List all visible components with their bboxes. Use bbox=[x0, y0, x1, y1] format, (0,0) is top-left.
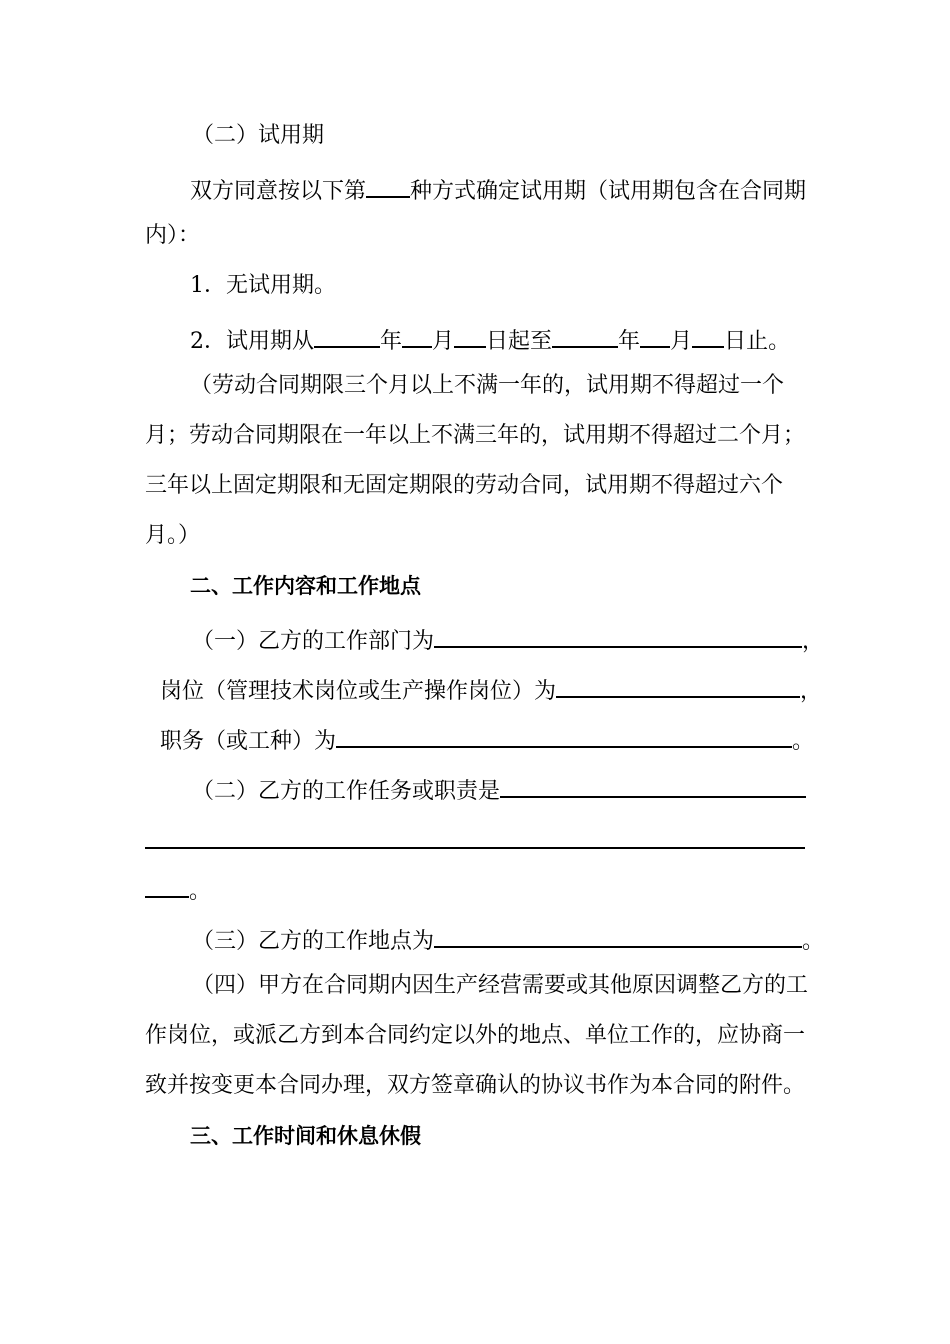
work-post-line bbox=[160, 666, 822, 706]
task-period: 。 bbox=[189, 879, 212, 904]
probation-heading: （二）试用期 bbox=[192, 123, 325, 148]
probation-intro-line bbox=[190, 166, 806, 206]
duty-label: 职务（或工种）为 bbox=[160, 729, 337, 754]
work-task-line bbox=[192, 766, 806, 806]
day-to-label: 日止。 bbox=[724, 329, 791, 354]
probation-option-2 bbox=[190, 316, 790, 356]
probation-intro-cont: 内）： bbox=[145, 223, 201, 248]
work-adjust-3: 致并按变更本合同办理，双方签章确认的协议书作为本合同的附件。 bbox=[145, 1073, 806, 1098]
work-adjust-2: 作岗位，或派乙方到本合同约定以外的地点、单位工作的，应协商一 bbox=[145, 1023, 806, 1048]
probation-intro-text-2: 种方式确定试用期（试用期包含在合同期 bbox=[410, 179, 807, 204]
end-month-blank[interactable] bbox=[640, 316, 670, 348]
task-label: （二）乙方的工作任务或职责是 bbox=[192, 779, 501, 804]
end-year-blank[interactable] bbox=[552, 316, 618, 348]
probation-note-3: 三年以上固定期限和无固定期限的劳动合同，试用期不得超过六个 bbox=[145, 473, 784, 498]
time-section-heading: 三、工作时间和休息休假 bbox=[190, 1124, 421, 1148]
probation-method-blank[interactable] bbox=[366, 166, 410, 198]
month-label-2: 月 bbox=[670, 329, 693, 354]
task-blank-line-2[interactable] bbox=[145, 847, 805, 849]
post-blank[interactable] bbox=[556, 666, 800, 698]
dept-comma: ， bbox=[802, 629, 825, 654]
start-year-blank[interactable] bbox=[314, 316, 380, 348]
post-label: 岗位（管理技术岗位或生产操作岗位）为 bbox=[160, 679, 557, 704]
work-location-line bbox=[192, 916, 824, 956]
end-day-blank[interactable] bbox=[692, 316, 724, 348]
task-blank[interactable] bbox=[500, 766, 806, 798]
probation-note-1: （劳动合同期限三个月以上不满一年的，试用期不得超过一个 bbox=[190, 373, 785, 398]
work-adjust-1: （四）甲方在合同期内因生产经营需要或其他原因调整乙方的工 bbox=[192, 973, 809, 998]
probation-note-4: 月。） bbox=[145, 523, 201, 548]
year-label-2: 年 bbox=[618, 329, 641, 354]
location-period: 。 bbox=[802, 929, 825, 954]
probation-intro-text: 双方同意按以下第 bbox=[190, 179, 367, 204]
location-blank[interactable] bbox=[434, 916, 802, 948]
duty-period: 。 bbox=[792, 729, 815, 754]
year-label: 年 bbox=[380, 329, 403, 354]
start-day-blank[interactable] bbox=[454, 316, 486, 348]
dept-label: （一）乙方的工作部门为 bbox=[192, 629, 435, 654]
month-label: 月 bbox=[432, 329, 455, 354]
location-label: （三）乙方的工作地点为 bbox=[192, 929, 435, 954]
work-section-heading: 二、工作内容和工作地点 bbox=[190, 574, 421, 598]
day-from-label: 日起至 bbox=[486, 329, 553, 354]
work-duty-line bbox=[160, 716, 814, 756]
work-dept-line bbox=[192, 616, 824, 656]
duty-blank[interactable] bbox=[336, 716, 792, 748]
work-task-end-line bbox=[145, 866, 211, 906]
probation-option-1: 1．无试用期。 bbox=[190, 273, 336, 298]
probation-note-2: 月；劳动合同期限在一年以上不满三年的，试用期不得超过二个月； bbox=[145, 423, 806, 448]
task-blank-end[interactable] bbox=[145, 866, 189, 898]
option-2-label: 2．试用期从 bbox=[190, 329, 314, 354]
start-month-blank[interactable] bbox=[402, 316, 432, 348]
post-comma: ， bbox=[800, 679, 823, 704]
dept-blank[interactable] bbox=[434, 616, 802, 648]
